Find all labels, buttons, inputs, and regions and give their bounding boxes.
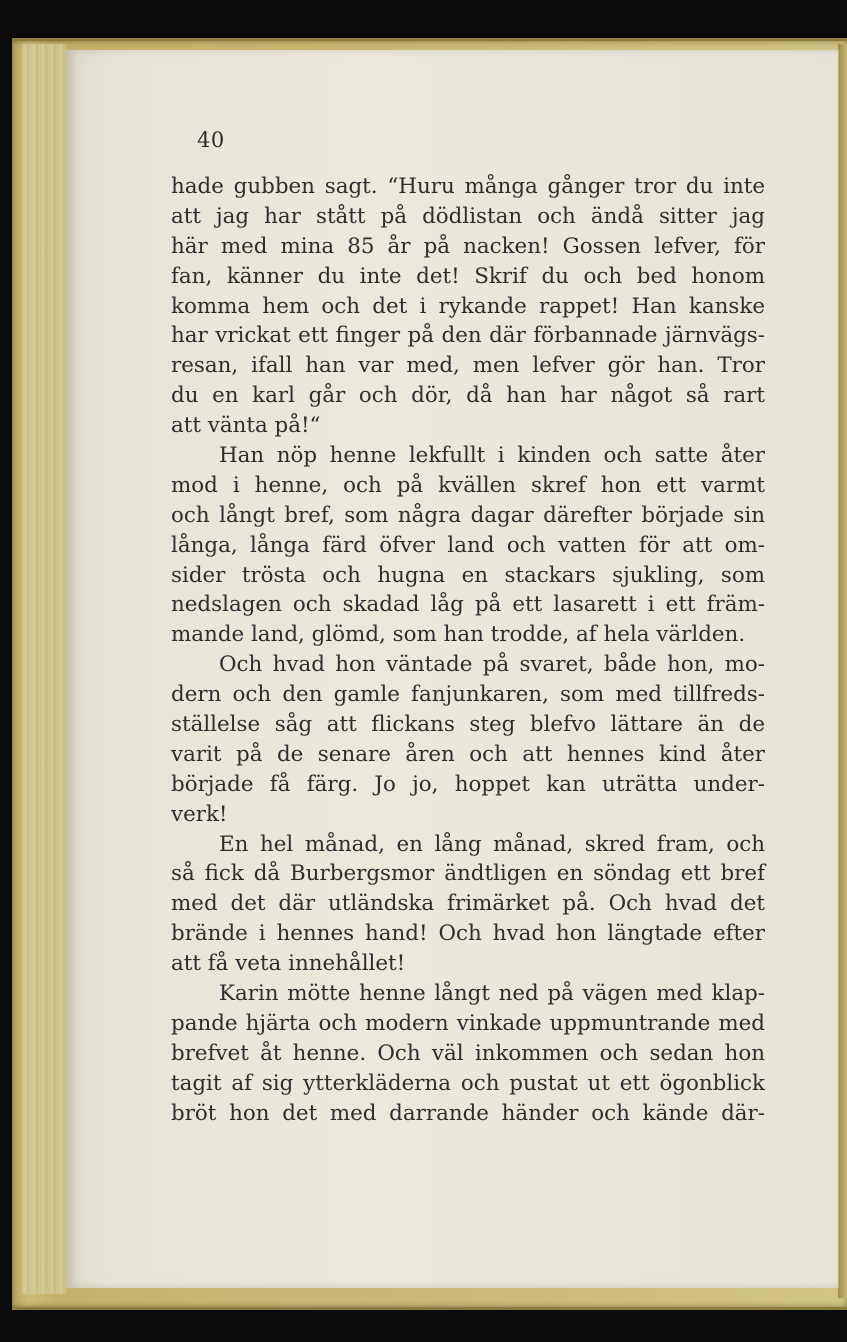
text-line: hade gubben sagt. “Huru många gånger tror du inte [171, 174, 765, 199]
text-line: brefvet åt henne. Och väl inkommen och sedan hon [171, 1040, 765, 1066]
text-line: mande land, glömd, som han trodde, af hela världen. [171, 622, 746, 648]
text-line: här med mina 85 år på nacken! Gossen lefver, för [171, 233, 765, 259]
text-line: nedslagen och skadad låg på ett lasarett i ett främ- [171, 592, 765, 618]
text-line: dern och den gamle fanjunkaren, som med tillfreds- [171, 682, 765, 708]
text-line: komma hem och det i rykande rappet! Han kanske [171, 293, 765, 319]
text-line: fan, känner du inte det! Skrif du och bed honom [171, 263, 765, 289]
text-line: varit på de senare åren och att hennes kind åter [171, 741, 765, 767]
text-line: att vänta på!“ [171, 413, 321, 439]
text-line: tagit af sig ytterkläderna och pustat ut ett ögonblick [171, 1070, 765, 1096]
body-text [171, 172, 765, 1129]
text-line: Han nöp henne lekfullt i kinden och satte åter [219, 443, 765, 469]
text-line: har vrickat ett finger på den där förbannade järnvägs- [171, 323, 765, 349]
text-line: Karin mötte henne långt ned på vägen med klap- [219, 981, 765, 1007]
text-line: långa, långa färd öfver land och vatten för att om- [171, 532, 765, 558]
text-line: mod i henne, och på kvällen skref hon ett varmt [171, 472, 765, 498]
text-line: verk! [171, 801, 228, 827]
text-line: och långt bref, som några dagar därefter började sin [171, 502, 765, 528]
text-line: så fick då Burbergsmor ändtligen en söndag ett bref [171, 861, 765, 887]
text-line: En hel månad, en lång månad, skred fram, och [219, 831, 765, 857]
text-line: brände i hennes hand! Och hvad hon längtade efter [171, 921, 765, 947]
text-line: att få veta innehållet! [171, 951, 406, 977]
page-edges [22, 44, 66, 1294]
text-line: att jag har stått på dödlistan och ändå sitter jag [171, 203, 765, 229]
text-line: ställelse såg att flickans steg blefvo lättare än de [171, 712, 765, 738]
text-line: pande hjärta och modern vinkade uppmuntrande med [171, 1010, 765, 1036]
text-line: sider trösta och hugna en stackars sjukling, som [171, 562, 765, 588]
cover-edge-right [838, 44, 847, 1298]
text-line: Och hvad hon väntade på svaret, både hon, mo- [219, 652, 765, 678]
text-line: bröt hon det med darrande händer och kände där- [171, 1100, 765, 1126]
text-line: med det där utländska frimärket på. Och hvad det [171, 891, 765, 917]
text-line: började få färg. Jo jo, hoppet kan uträtta under- [171, 771, 765, 797]
text-line: resan, ifall han var med, men lefver gör han. Tror [171, 353, 765, 379]
page-number: 40 [197, 128, 225, 152]
text-line: du en karl går och dör, då han har något så rart [171, 383, 765, 409]
